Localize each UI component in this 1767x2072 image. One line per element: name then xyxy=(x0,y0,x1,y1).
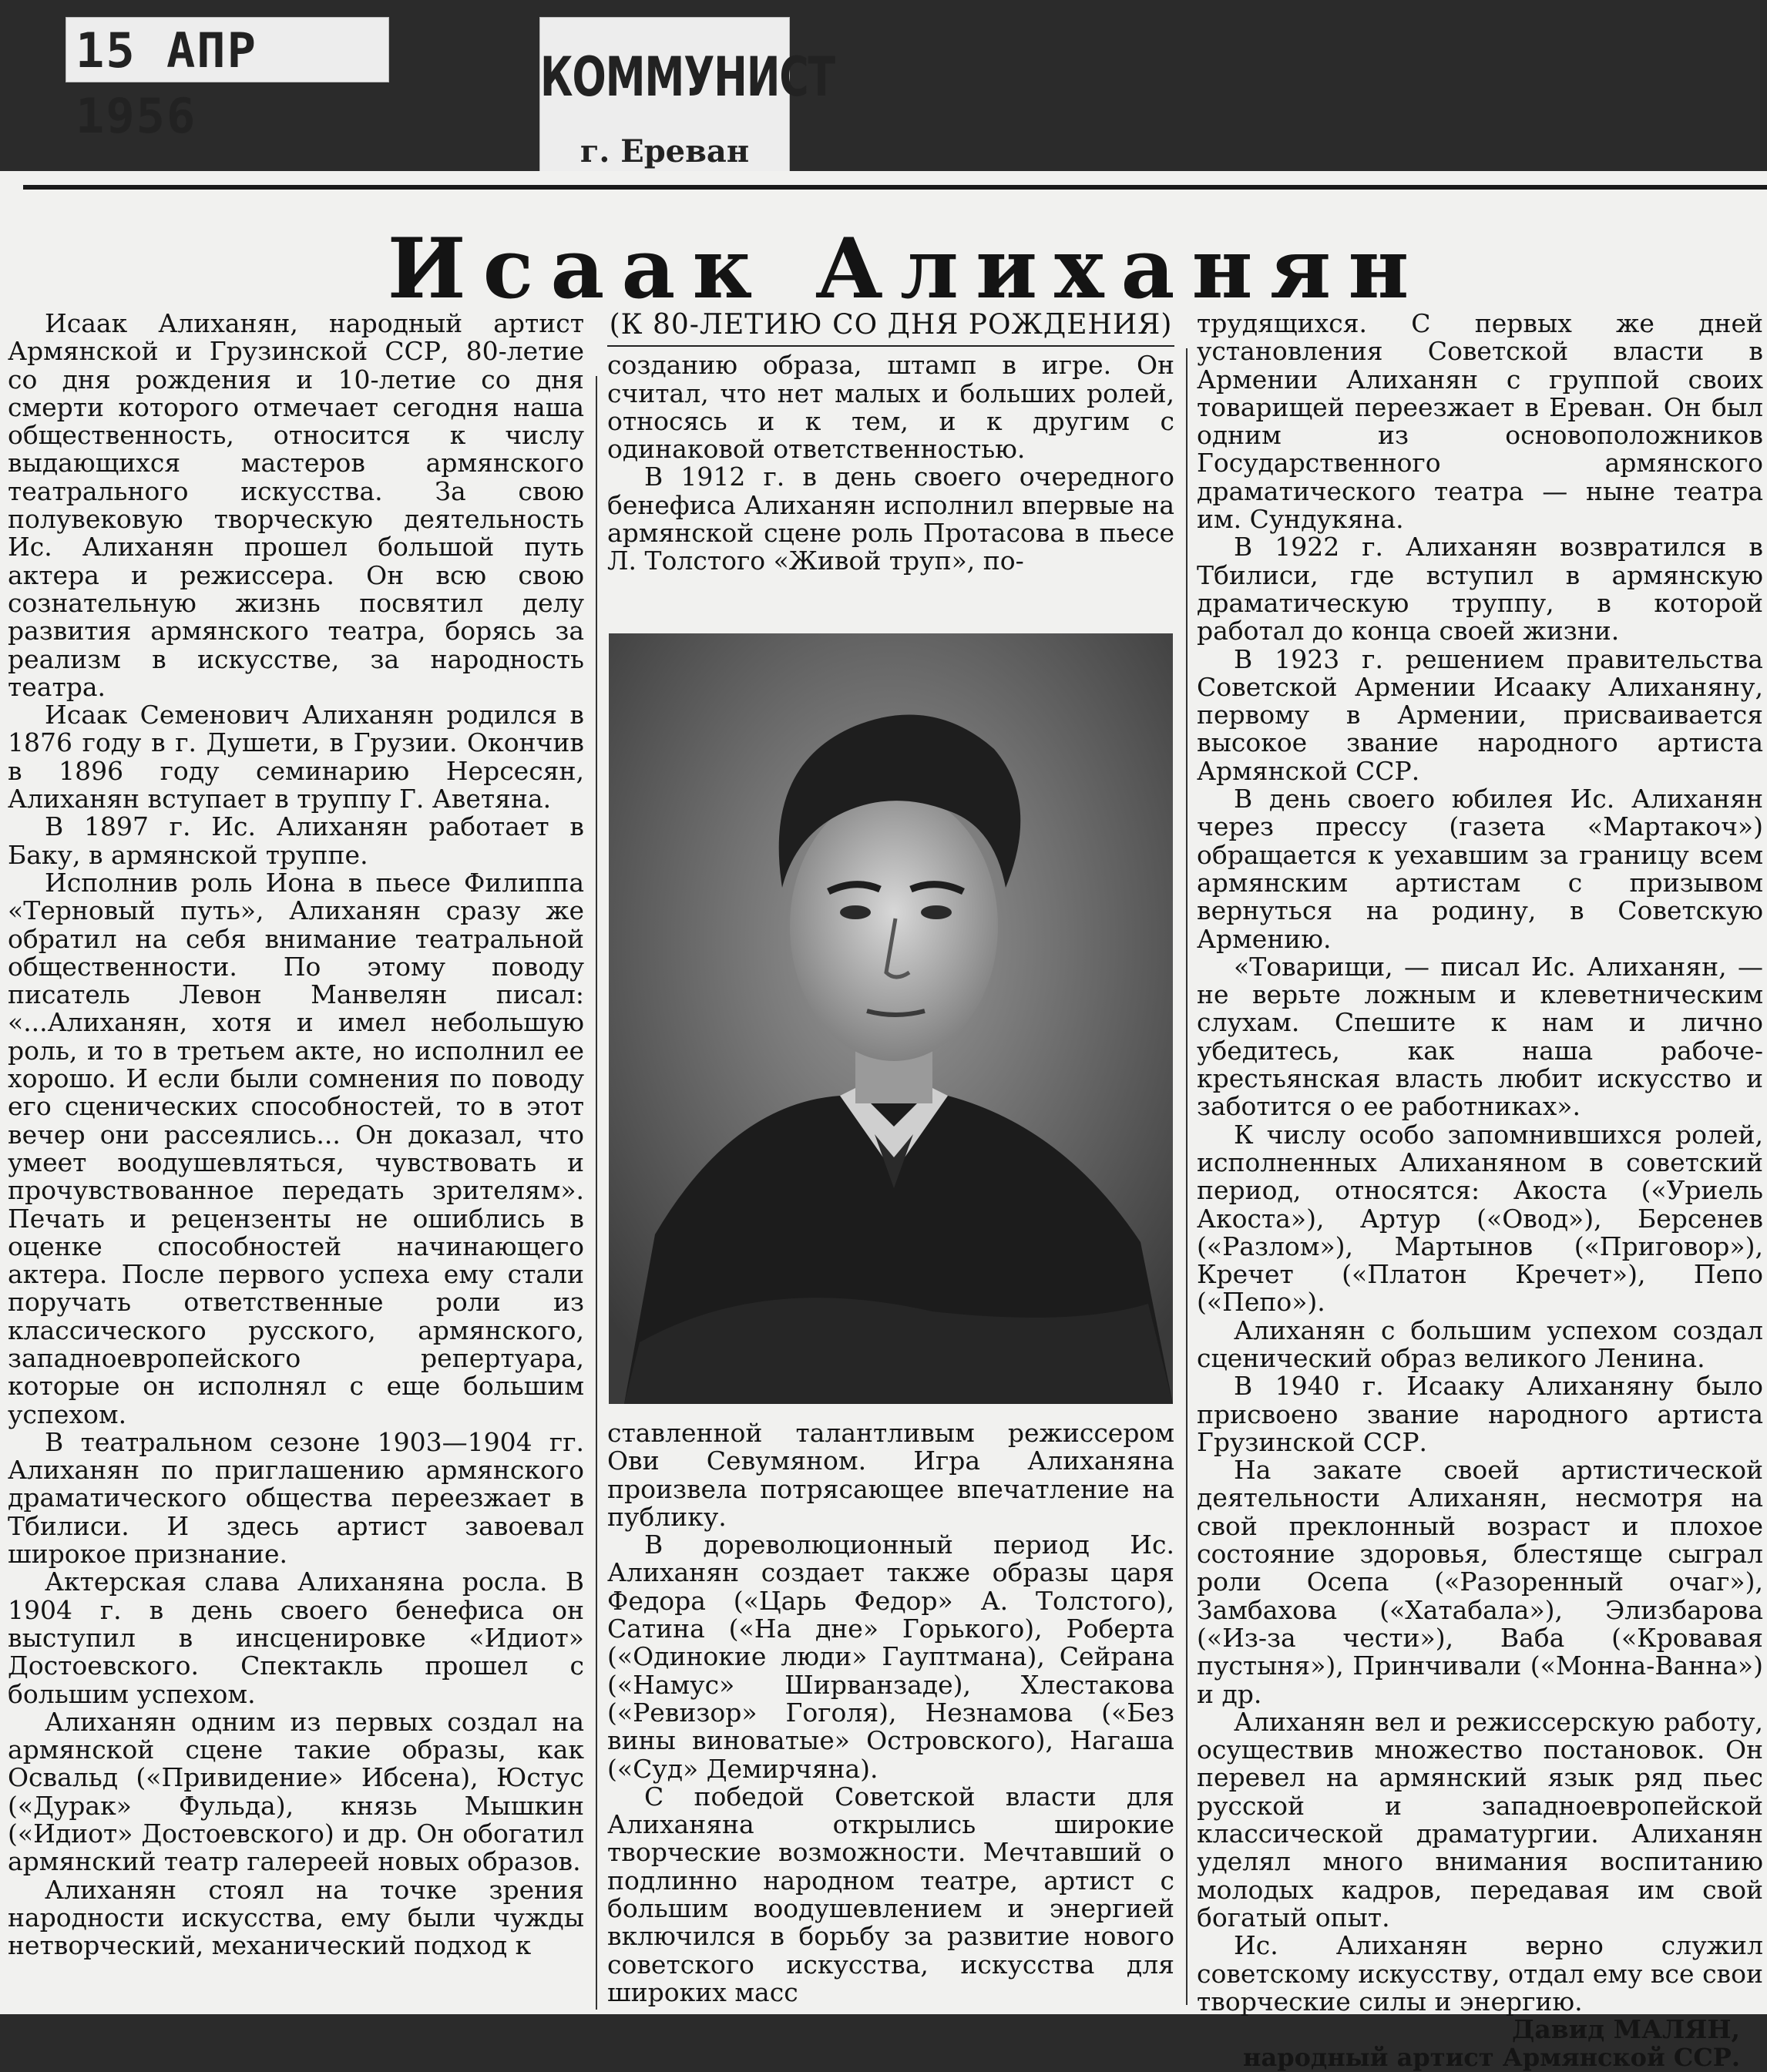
paragraph: В день своего юбилея Ис. Алиханян через прессу (газета «Мартакоч») обращается к уехавшим за границу всем армянским артистам с призывом вернуться на родину, в Советскую Армению. xyxy=(1197,784,1763,954)
paragraph: «Товарищи, — писал Ис. Алиханян, — не верьте ложным и клеветническим слухам. Спешите к нам и лично убедитесь, как наша рабоче-крестьянская власть любит искусство и заботится о ее работниках». xyxy=(1197,951,1763,1122)
newspaper-name: КОММУНИСТ xyxy=(540,46,835,109)
paragraph: В 1923 г. решением правительства Советской Армении Исааку Алиханяну, первому в Армении, присваивается высокое звание народного артиста Армянской ССР. xyxy=(1197,643,1763,786)
paragraph: В 1940 г. Исааку Алиханяну было присвоено звание народного артиста Грузинской ССР. xyxy=(1197,1371,1763,1457)
paragraph: В 1912 г. в день своего очередного бенефиса Алиханян исполнил впервые на армянской сцене роль Протасова в пьесе Л. Толстого «Живой труп», по- xyxy=(607,462,1174,576)
paragraph: На закате своей артистической деятельности Алиханян, несмотря на свой преклонный возраст и плохое состояние здоровья, блестяще сыграл роли Осепа («Разоренный очаг»), Замбахова («Хатабала»), Элизбарова («Из-за чести»), Ваба («Кровавая пустыня»), Принчивали («Монна-Ванна») и др. xyxy=(1197,1455,1763,1709)
article-subtitle: (К 80-ЛЕТИЮ СО ДНЯ РОЖДЕНИЯ) xyxy=(607,311,1174,347)
paragraph: Алиханян стоял на точке зрения народности искусства, ему были чужды нетворческий, механический подход к xyxy=(8,1874,584,1961)
top-rule xyxy=(23,185,1767,190)
paragraph: Алиханян вел и режиссерскую работу, осуществив множество постановок. Он перевел на армянский язык ряд пьес русской и западноевропейской классической драматургии. Алиханян уделял много внимания воспитанию молодых кадров, передавая им свой богатый опыт. xyxy=(1197,1706,1763,1933)
article-headline: Исаак Алиханян xyxy=(387,220,1426,317)
paragraph: К числу особо запомнившихся ролей, исполненных Алиханяном в советский период, относятся: Акоста («Уриель Акоста»), Артур («Овод»), Берсенев («Разлом»), Мартынов («Приговор»), Кречет («Платон Кречет»), Пепо («Пепо»). xyxy=(1197,1119,1763,1318)
date-stamp: 15 АПР 1956 xyxy=(66,17,389,82)
column-divider xyxy=(1186,348,1188,2005)
paragraph: В 1897 г. Ис. Алиханян работает в Баку, в армянской труппе. xyxy=(8,811,584,870)
column-1 xyxy=(8,310,584,2005)
column-2-top xyxy=(607,311,1174,576)
paragraph: Алиханян с большим успехом создал сценический образ великого Ленина. xyxy=(1197,1315,1763,1373)
paragraph: Актерская слава Алиханяна росла. В 1904 г. в день своего бенефиса он выступил в инсценировке «Идиот» Достоевского. Спектакль прошел с большим успехом. xyxy=(8,1567,584,1709)
paragraph: созданию образа, штамп в игре. Он считал, что нет малых и больших ролей, относясь и к тем, и к другим с одинаковой ответственностью. xyxy=(607,350,1174,465)
newspaper-stamp xyxy=(539,17,835,179)
paragraph: Исполнив роль Иона в пьесе Филиппа «Терновый путь», Алиханян сразу же обратил на себя внимание театральной общественности. По этому поводу писатель Левон Манвелян писал: «...Алиханян, хотя и имел небольшую роль, и то в третьем акте, но исполнил ее хорошо. И если были сомнения по поводу его сценических способностей, то в этот вечер они рассеялись... Он доказал, что умеет воодушевляться, чувствовать и прочувствованное передать зрителям». Печать и рецензенты не ошиблись в оценке способностей начинающего актера. После первого успеха ему стали поручать ответственные роли из классического русского, армянского, западноевропейского репертуара, которые он исполнял с еще большим успехом. xyxy=(8,867,584,1429)
paragraph: Исаак Алиханян, народный артист Армянской и Грузинской ССР, 80-летие со дня рождения и 10-летие со дня смерти которого отмечает сегодня наша общественность, относится к числу выдающихся мастеров армянского театрального искусства. За свою полувековую творческую деятельность Ис. Алиханян прошел большой путь актера и режиссера. Он всю свою сознательную жизнь посвятил делу развития армянского театра, борясь за реализм в искусстве, за народность театра. xyxy=(8,308,584,702)
paragraph: В 1922 г. Алиханян возвратился в Тбилиси, где вступил в армянскую драматическую труппу, в которой работал до конца своей жизни. xyxy=(1197,532,1763,646)
newspaper-city: г. Ереван xyxy=(579,133,750,170)
author-title: народный артист Армянской ССР. xyxy=(1243,2043,1740,2072)
column-3 xyxy=(1197,310,1763,2072)
paragraph: Алиханян одним из первых создал на армянской сцене такие образы, как Освальд («Привидение» Ибсена), Юстус («Дурак» Фульда), князь Мышкин («Идиот» Достоевского) и др. Он обогатил армянский театр галереей новых образов. xyxy=(8,1706,584,1877)
newspaper-clipping xyxy=(0,171,1767,2072)
column-2-bottom xyxy=(607,1419,1174,2007)
portrait-illustration xyxy=(609,633,1173,1404)
portrait-photo xyxy=(609,633,1173,1404)
column-divider xyxy=(596,376,597,2010)
paragraph: С победой Советской власти для Алиханяна открылись широкие творческие возможности. Мечтавший о подлинно народном театре, артист с большим воодушевлением и энергией включился в борьбу за развитие нового советского искусства, искусства для широких масс xyxy=(607,1781,1174,2007)
paragraph: Ис. Алиханян верно служил советскому искусству, отдал ему все свои творческие силы и энергию. xyxy=(1197,1930,1763,2017)
paragraph: В театральном сезоне 1903—1904 гг. Алиханян по приглашению армянского драматического общества переезжает в Тбилиси. И здесь артист завоевал широкое признание. xyxy=(8,1426,584,1570)
author-name: Давид МАЛЯН, xyxy=(1512,2014,1740,2045)
paragraph: трудящихся. С первых же дней установления Советской власти в Армении Алиханян с группой своих товарищей переезжает в Ереван. Он был одним из основоположников Государственного армянского драматического театра — ныне театра им. Сундукяна. xyxy=(1197,308,1763,535)
paragraph: Исаак Семенович Алиханян родился в 1876 году в г. Душети, в Грузии. Окончив в 1896 году семинарию Нерсесян, Алиханян вступает в труппу Г. Аветяна. xyxy=(8,700,584,814)
paragraph: В дореволюционный период Ис. Алиханян создает также образы царя Федора («Царь Федор» А. Толстого), Сатина («На дне» Горького), Роберта («Одинокие люди» Гауптмана), Сейрана («Намус» Ширванзаде), Хлестакова («Ревизор» Гоголя), Незнамова («Без вины виноватые» Островского), Нагаша («Суд» Демирчяна). xyxy=(607,1530,1174,1784)
paragraph: ставленной талантливым режиссером Ови Севумяном. Игра Алиханяна произвела потрясающее впечатление на публику. xyxy=(607,1418,1174,1532)
